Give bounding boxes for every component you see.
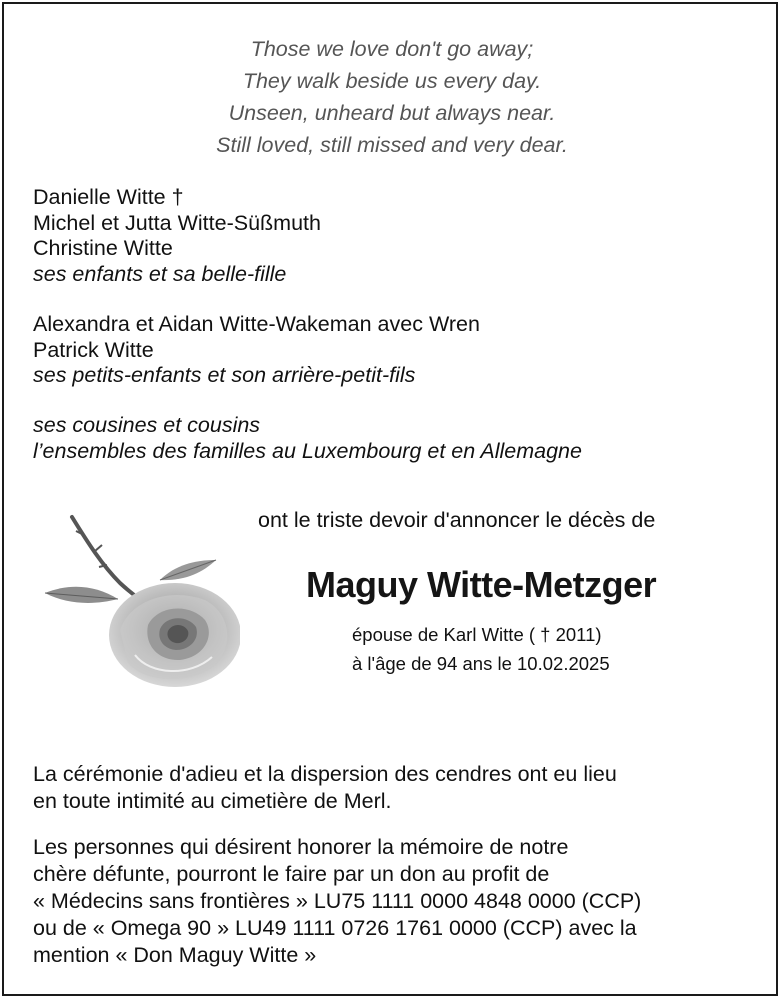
poem-line: Unseen, unheard but always near. xyxy=(228,101,556,125)
announcement: ont le triste devoir d'annoncer le décès de xyxy=(258,508,656,532)
poem-line: They walk beside us every day. xyxy=(242,69,542,93)
paragraph-line: « Médecins sans frontières » LU75 1111 0000 4848 0000 (CCP) xyxy=(33,889,642,913)
paragraph-line: La cérémonie d'adieu et la dispersion des cendres ont eu lieu xyxy=(33,762,617,786)
family-member: Michel et Jutta Witte-Süßmuth xyxy=(33,210,321,235)
family-extended xyxy=(33,413,582,464)
spouse-line: épouse de Karl Witte ( † 2011) xyxy=(352,624,602,645)
paragraph-line: Les personnes qui désirent honorer la mémoire de notre xyxy=(33,835,569,859)
paragraph-line: chère défunte, pourront le faire par un don au profit de xyxy=(33,862,550,886)
family-caption: ses petits-enfants et son arrière-petit-fils xyxy=(33,363,416,387)
paragraph-line: en toute intimité au cimetière de Merl. xyxy=(33,789,392,813)
donation-paragraph xyxy=(33,834,641,969)
family-member: Danielle Witte † xyxy=(33,185,184,209)
family-member: Patrick Witte xyxy=(33,337,154,362)
paragraph-line: ou de « Omega 90 » LU49 1111 0726 1761 0000 (CCP) avec la xyxy=(33,916,637,940)
family-member: Christine Witte xyxy=(33,236,173,260)
family-caption: l’ensembles des familles au Luxembourg et en Allemagne xyxy=(33,438,582,463)
ceremony-paragraph xyxy=(33,761,617,815)
paragraph-line: mention « Don Maguy Witte » xyxy=(33,943,317,967)
poem-line: Those we love don't go away; xyxy=(250,37,534,61)
poem xyxy=(0,33,784,161)
family-member: Alexandra et Aidan Witte-Wakeman avec Wren xyxy=(33,312,480,336)
deceased-name: Maguy Witte-Metzger xyxy=(306,564,657,605)
poem-line: Still loved, still missed and very dear. xyxy=(216,133,568,157)
family-caption: ses cousines et cousins xyxy=(33,413,261,437)
age-line: à l'âge de 94 ans le 10.02.2025 xyxy=(352,653,610,674)
family-grandchildren xyxy=(33,312,480,389)
family-caption: ses enfants et sa belle-fille xyxy=(33,261,287,286)
rose-image xyxy=(40,505,240,695)
family-children xyxy=(33,185,321,287)
